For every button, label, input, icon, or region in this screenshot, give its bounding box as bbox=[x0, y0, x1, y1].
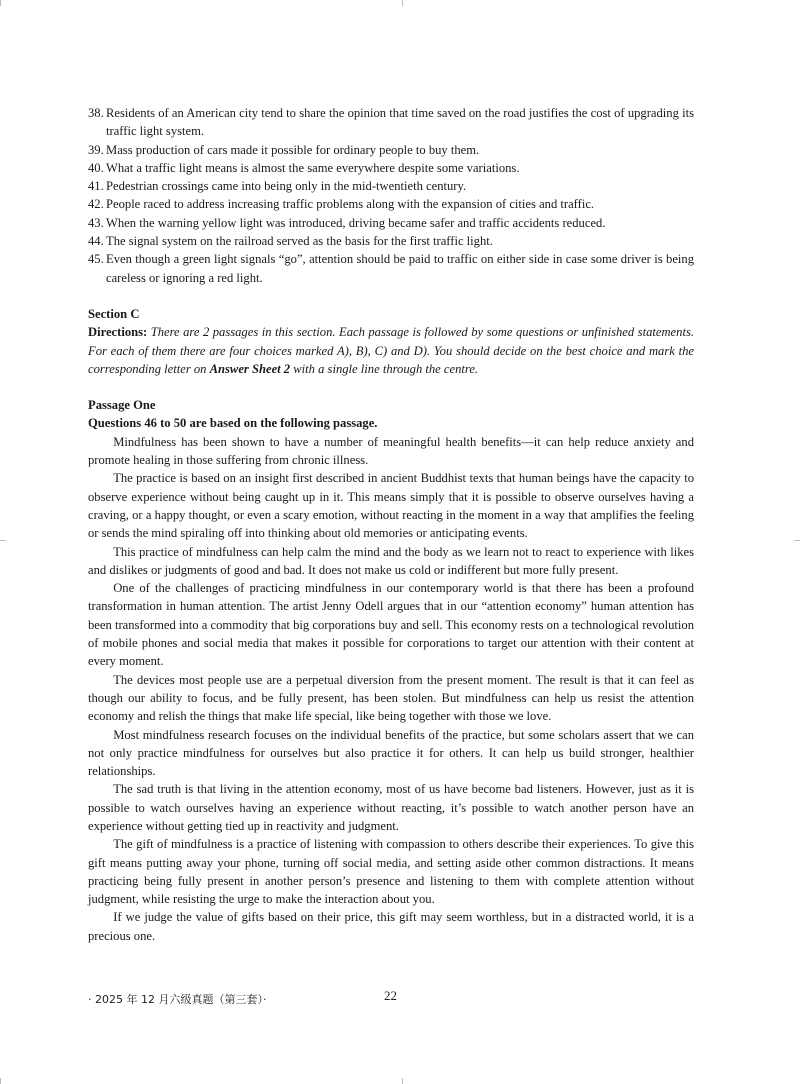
passage-paragraph: Mindfulness has been shown to have a number of meaningful health benefits—it can help reduce anxiety and promote healing in those suffering from chronic illness. bbox=[88, 434, 694, 468]
directions bbox=[88, 323, 694, 378]
statement-item bbox=[88, 141, 694, 159]
directions-label: Directions: bbox=[88, 325, 148, 340]
passage-paragraph: If we judge the value of gifts based on their price, this gift may seem worthless, but in a distracted world, it is a precious one. bbox=[88, 910, 694, 943]
statement-number: 44. bbox=[88, 234, 104, 249]
passage-paragraph: This practice of mindfulness can help calm the mind and the body as we learn not to react to experience with likes and dislikes or judgments of good and bad. It does not make us cold or indifferent but more fully present. bbox=[88, 544, 694, 577]
passage-subtitle: Questions 46 to 50 are based on the following passage. bbox=[88, 416, 378, 431]
page-number: 22 bbox=[384, 988, 397, 1003]
statement-item bbox=[88, 232, 694, 250]
statement-number: 45. bbox=[88, 252, 104, 267]
passage-paragraph: The practice is based on an insight first described in ancient Buddhist texts that human beings have the capacity to observe experience without being caught up in it. This means simply that it is possible to observe ourselves having a craving, or a happy thought, or even a scary emotion, without reacting in the moment in a way that amplifies the feeling or sends the mind spiraling off into thinking about old memories or anticipating events. bbox=[88, 471, 694, 541]
crop-mark bbox=[402, 0, 403, 6]
statement-list bbox=[88, 104, 694, 287]
passage-paragraph: The devices most people use are a perpetual diversion from the present moment. The result is that it can feel as though our ability to focus, and be fully present, has been stolen. But mindfulness can help us resist the attention economy and relish the things that make life special, like being together with those we love. bbox=[88, 672, 694, 724]
passage-title: Passage One bbox=[88, 398, 156, 413]
statement-item bbox=[88, 159, 694, 177]
directions-text: There are 2 passages in this section. Each passage is followed by some questions or unfinished statements. For each of them there are four choices marked A), B), C) and D). You should decide on the best choice and mark the corresponding letter on bbox=[88, 325, 694, 376]
footer-exam-label: · 2025 年 12 月六级真题（第三套）· bbox=[88, 993, 267, 1006]
statement-item bbox=[88, 177, 694, 195]
statement-number: 43. bbox=[88, 215, 104, 230]
statement-number: 38. bbox=[88, 106, 104, 120]
statement-item bbox=[88, 104, 694, 141]
passage-paragraph: The sad truth is that living in the attention economy, most of us have become bad listeners. However, just as it is possible to watch ourselves having an experience without reacting, it’s possible to watch another person have an experience without getting tied up in reactivity and judgment. bbox=[88, 782, 694, 833]
section-title: Section C bbox=[88, 306, 140, 321]
answer-sheet-label: Answer Sheet 2 bbox=[209, 361, 291, 376]
statement-number: 42. bbox=[88, 197, 104, 212]
statement-number: 41. bbox=[88, 179, 104, 194]
crop-mark bbox=[0, 0, 1, 6]
statement-text: Residents of an American city tend to share the opinion that time saved on the road justifies the cost of upgrading its traffic light system. bbox=[106, 106, 694, 139]
directions-text-end: with a single line through the centre. bbox=[293, 361, 479, 376]
statement-text: The signal system on the railroad served as the basis for the first traffic light. bbox=[106, 234, 493, 249]
statement-number: 40. bbox=[88, 160, 104, 175]
statement-text: Pedestrian crossings came into being only in the mid-twentieth century. bbox=[106, 179, 467, 194]
statement-text: Even though a green light signals “go”, attention should be paid to traffic on either side in case some driver is being careless or ignoring a red light. bbox=[106, 252, 694, 285]
passage-paragraph: The gift of mindfulness is a practice of listening with compassion to others describe their experiences. To give this gift means putting away your phone, turning off social media, and setting aside other common distractions. It means practicing being fully present in another person’s presence and listening to them with complete attention without judgment, while resisting the urge to make the interaction about you. bbox=[88, 837, 694, 907]
statement-text: What a traffic light means is almost the same everywhere despite some variations. bbox=[106, 160, 520, 175]
statement-item bbox=[88, 250, 694, 287]
statement-text: People raced to address increasing traffic problems along with the expansion of cities and traffic. bbox=[106, 197, 595, 212]
statement-text: When the warning yellow light was introduced, driving became safer and traffic accidents reduced. bbox=[106, 215, 606, 230]
statement-text: Mass production of cars made it possible for ordinary people to buy them. bbox=[106, 142, 480, 157]
crop-mark bbox=[402, 1078, 403, 1084]
statement-number: 39. bbox=[88, 142, 104, 157]
crop-mark bbox=[0, 1078, 1, 1084]
crop-mark bbox=[794, 540, 800, 541]
statement-item bbox=[88, 195, 694, 213]
page-content bbox=[88, 104, 694, 945]
crop-mark bbox=[0, 540, 6, 541]
passage-paragraph: Most mindfulness research focuses on the individual benefits of the practice, but some scholars assert that we can not only practice mindfulness for ourselves but also practice it for others. It can help us build stronger, healthier relationships. bbox=[88, 727, 694, 779]
statement-item bbox=[88, 214, 694, 232]
passage-paragraph: One of the challenges of practicing mindfulness in our contemporary world is that there has been a profound transformation in human attention. The artist Jenny Odell argues that in our “attention economy” human attention has been transformed into a commodity that big corporations buy and sell. This economy rests on a technological revolution of mobile phones and social media that makes it possible for corporations to target our attention with their content at every moment. bbox=[88, 581, 694, 669]
